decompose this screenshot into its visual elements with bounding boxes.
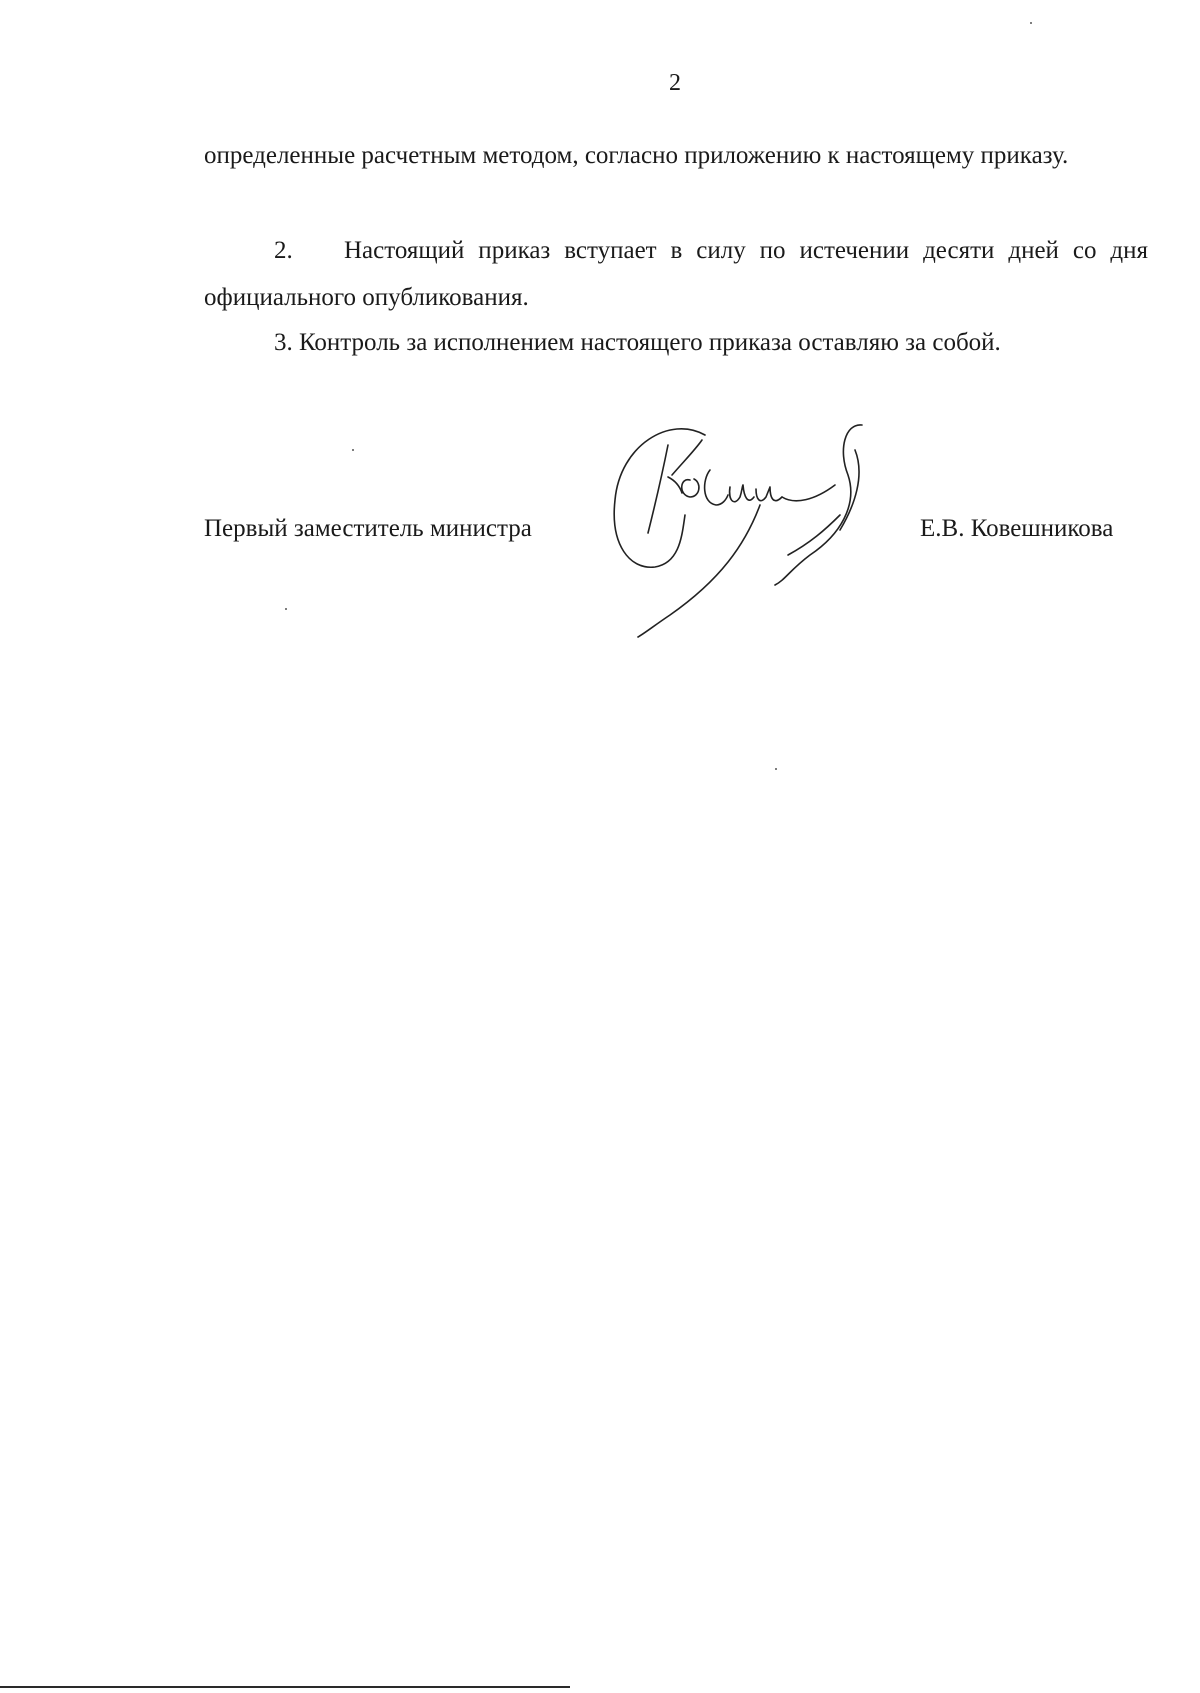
handwritten-signature [610,405,910,675]
paragraph-continuation: определенные расчетным методом, согласно приложению к настоящему приказу. [204,142,1069,169]
paragraph-2-text: Настоящий приказ вступает в силу по истечении десяти дней со дня официального опубликования. [204,237,1148,311]
bottom-edge-line [0,1686,570,1688]
scan-speck [1030,22,1032,24]
scan-speck [285,608,287,610]
scan-speck [775,768,777,770]
signatory-name: Е.В. Ковешникова [920,515,1114,542]
paragraph-3: 3. Контроль за исполнением настоящего приказа оставляю за собой. [274,329,1001,356]
paragraph-2 [204,227,1148,321]
scan-speck [352,449,354,451]
page-number: 2 [669,70,681,96]
paragraph-2-number: 2. [274,237,293,264]
signatory-position: Первый заместитель министра [204,515,532,542]
